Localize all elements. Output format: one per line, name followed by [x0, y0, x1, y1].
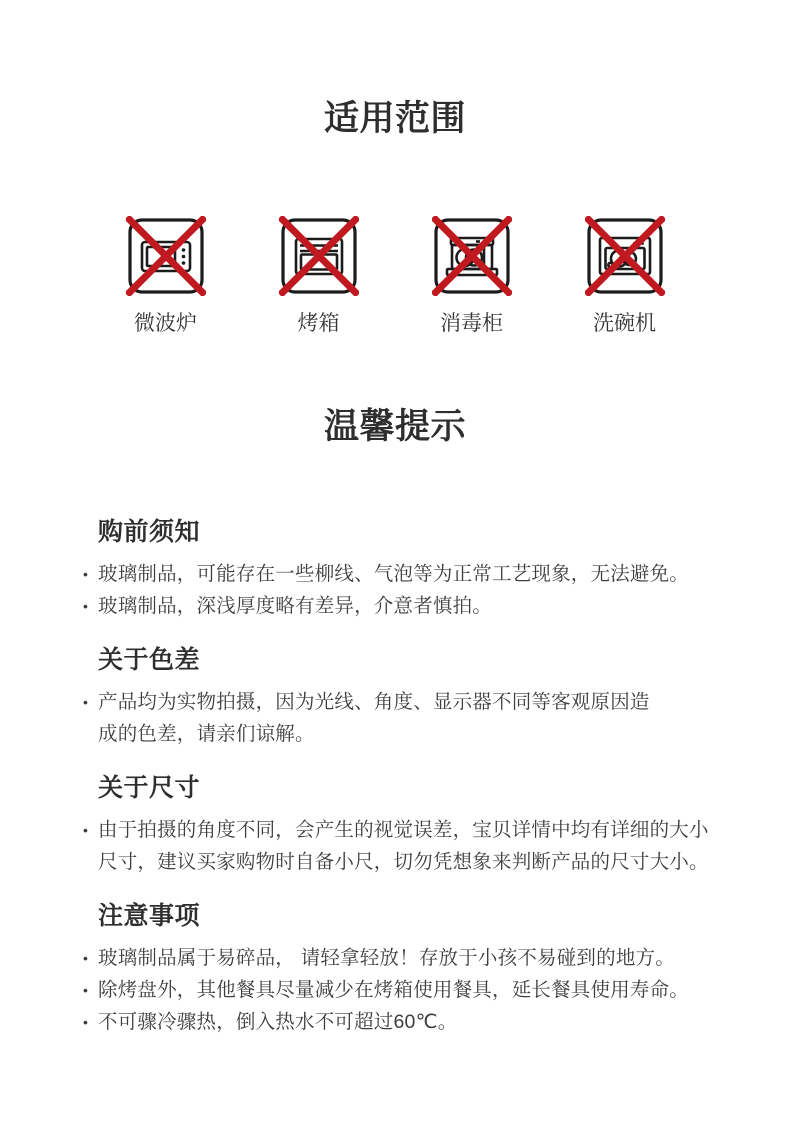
bullet-dot: •	[83, 950, 89, 966]
tip-text: 由于拍摄的角度不同，会产生的视觉误差，宝贝详情中均有详细的大小	[98, 819, 709, 841]
tip-item	[83, 942, 720, 974]
scope-title: 适用范围	[323, 99, 466, 138]
tip-text: 玻璃制品属于易碎品， 请轻拿轻放！存放于小孩不易碰到的地方。	[98, 947, 675, 969]
section-size	[83, 774, 720, 878]
appliance-label-oven: 烤箱	[297, 312, 340, 335]
bullet-dot: •	[83, 982, 89, 998]
tip-list	[83, 558, 720, 622]
section-color-difference	[83, 646, 720, 750]
tip-item	[83, 558, 720, 590]
appliance-label-dishwasher: 洗碗机	[593, 312, 656, 335]
appliance-oven	[279, 216, 359, 335]
tip-item	[83, 590, 720, 622]
tip-text: 产品均为实物拍摄，因为光线、角度、显示器不同等客观原因造	[98, 691, 650, 713]
appliance-dishwasher	[585, 216, 665, 335]
tips-content	[83, 518, 720, 1038]
bullet-dot: •	[83, 566, 89, 582]
sterilizer-prohibited-icon	[432, 216, 512, 296]
tip-list	[83, 942, 720, 1038]
appliance-label-microwave: 微波炉	[134, 312, 197, 335]
bullet-dot: •	[83, 822, 89, 838]
prohibited-appliances-row	[0, 216, 790, 335]
appliance-microwave	[126, 216, 206, 335]
tip-text: 玻璃制品，深浅厚度略有差异，介意者慎拍。	[98, 595, 493, 617]
section-heading: 注意事项	[98, 902, 201, 930]
appliance-label-sterilizer: 消毒柜	[440, 312, 503, 335]
tip-item	[83, 814, 720, 878]
tip-item	[83, 974, 720, 1006]
section-heading: 关于尺寸	[98, 774, 201, 802]
tip-text: 尺寸，建议买家购物时自备小尺，切勿凭想象来判断产品的尺寸大小。	[98, 851, 709, 873]
tip-text: 成的色差，请亲们谅解。	[98, 723, 315, 745]
bullet-dot: •	[83, 598, 89, 614]
section-heading: 关于色差	[98, 646, 201, 674]
tip-item	[83, 1006, 720, 1038]
tip-text: 除烤盘外，其他餐具尽量减少在烤箱使用餐具，延长餐具使用寿命。	[98, 979, 690, 1001]
bullet-dot: •	[83, 694, 89, 710]
microwave-prohibited-icon	[126, 216, 206, 296]
bullet-dot: •	[83, 1014, 89, 1030]
tip-list	[83, 686, 720, 750]
tips-title: 温馨提示	[323, 407, 466, 446]
tip-text: 不可骤冷骤热，倒入热水不可超过60℃。	[98, 1011, 458, 1033]
appliance-sterilizer	[432, 216, 512, 335]
section-heading: 购前须知	[98, 518, 201, 546]
section-pre-purchase	[83, 518, 720, 622]
dishwasher-prohibited-icon	[585, 216, 665, 296]
section-precautions	[83, 902, 720, 1038]
tip-item	[83, 686, 720, 750]
tip-list	[83, 814, 720, 878]
oven-prohibited-icon	[279, 216, 359, 296]
tip-text: 玻璃制品，可能存在一些柳线、气泡等为正常工艺现象，无法避免。	[98, 563, 690, 585]
